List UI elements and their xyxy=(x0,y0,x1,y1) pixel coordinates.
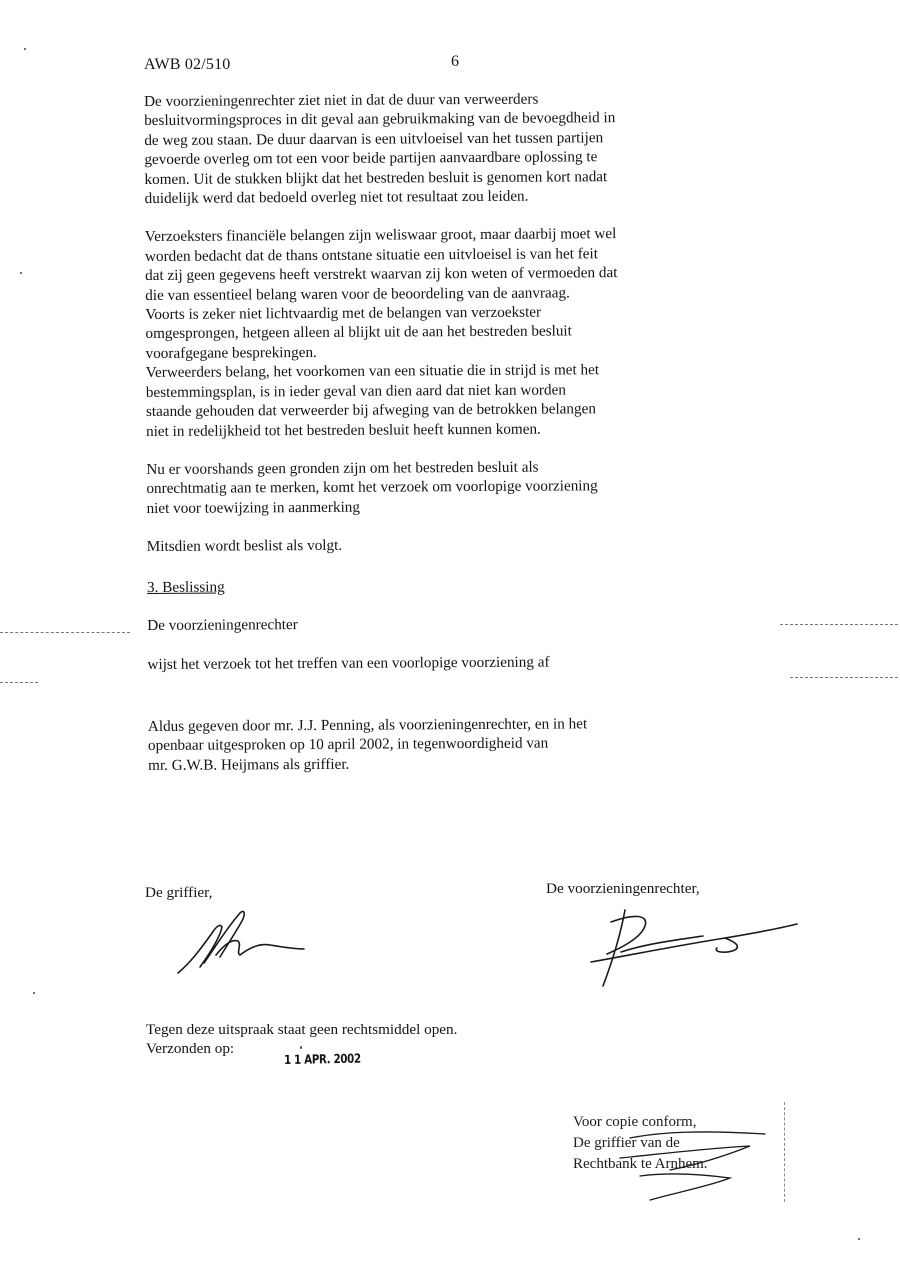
sent-date-stamp: 1 1 APR. 2002 xyxy=(284,1050,361,1067)
paragraph-line: besluitvormingsproces in dit geval aan gebruikmaking van de bevoegdheid in xyxy=(144,109,616,130)
paragraph-line: niet in redelijkheid tot het bestreden besluit heeft kunnen komen. xyxy=(146,420,541,440)
paragraph-line: staande gehouden dat verweerder bij afweging van de betrokken belangen xyxy=(145,400,596,421)
paragraph-line: onrechtmatig aan te merken, komt het verzoek om voorlopige voorziening xyxy=(146,477,598,498)
conclusion-line: Mitsdien wordt beslist als volgt. xyxy=(146,536,343,556)
paragraph-line: Voorts is zeker niet lichtvaardig met de belangen van verzoekster xyxy=(145,303,542,324)
paragraph-line: gevoerde overleg om tot een voor beide partijen aanvaardbare oplossing te xyxy=(144,148,598,169)
paragraph-line: Aldus gegeven door mr. J.J. Penning, als voorzieningenrechter, en in het xyxy=(147,715,588,735)
sent-label: Verzonden op: xyxy=(146,1040,235,1057)
paragraph-line: die van essentieel belang waren voor de beoordeling van de aanvraag. xyxy=(145,284,570,304)
scan-artifact-divider xyxy=(790,677,898,678)
paragraph-line: Verweerders belang, het voorkomen van een situatie die in strijd is met het xyxy=(145,361,600,382)
clerk-signature-label: De griffier, xyxy=(145,884,213,901)
paragraph-line: de weg zou staan. De duur daarvan is een uitvloeisel van het tussen partijen xyxy=(144,129,604,149)
paragraph-line: duidelijk werd dat bedoeld overleg niet tot resultaat zou leiden. xyxy=(144,187,529,208)
paragraph-line: voorafgegane besprekingen. xyxy=(145,343,317,362)
paragraph-line: Nu er voorshands geen gronden zijn om het bestreden besluit als xyxy=(146,458,539,478)
scan-artifact-divider xyxy=(780,624,898,625)
case-reference: AWB 02/510 xyxy=(144,56,231,73)
paragraph-line: Verzoeksters financiële belangen zijn weliswaar groot, maar daarbij moet wel xyxy=(144,225,617,246)
remedy-line: Tegen deze uitspraak staat geen rechtsmiddel open. xyxy=(146,1021,458,1038)
scan-speck xyxy=(858,1238,860,1240)
copy-stamp-line: De griffier van de xyxy=(573,1135,680,1151)
copy-stamp-signature-icon xyxy=(560,1108,780,1208)
scan-speck xyxy=(20,272,22,274)
scan-artifact-divider xyxy=(0,682,38,683)
section-heading: 3. Beslissing xyxy=(146,578,225,596)
paragraph-line: dat zij geen gegevens heeft verstrekt waarvan zij kon weten of vermoeden dat xyxy=(145,264,618,285)
stamp-border-divider xyxy=(784,1102,785,1202)
paragraph-interests xyxy=(145,224,786,441)
paragraph-line: openbaar uitgesproken op 10 april 2002, in tegenwoordigheid van xyxy=(147,734,549,755)
paragraph-line: De voorzieningenrechter ziet niet in dat de duur van verweerders xyxy=(144,90,539,110)
paragraph-line: komen. Uit de stukken blijkt dat het bestreden besluit is genomen kort nadat xyxy=(144,167,608,188)
paragraph-line: omgesprongen, hetgeen alleen al blijkt uit de aan het bestreden besluit xyxy=(145,322,572,343)
paragraph-line: bestemmingsplan, is in ieder geval van dien aard dat niet kan worden xyxy=(145,381,566,401)
judge-signature-icon xyxy=(585,902,805,992)
paragraph-grounds xyxy=(146,456,786,518)
scan-speck xyxy=(24,48,26,50)
scan-speck xyxy=(33,992,35,994)
judge-signature-label: De voorzieningenrechter, xyxy=(546,880,700,897)
decision-line: wijst het verzoek tot het treffen van een voorlopige voorziening af xyxy=(147,653,550,674)
scan-speck xyxy=(300,1046,302,1049)
clerk-signature-icon xyxy=(170,905,310,980)
scan-artifact-divider xyxy=(0,632,130,633)
paragraph-line: worden bedacht dat de thans ontstane situatie een uitvloeisel is van het feit xyxy=(144,245,599,265)
copy-stamp-line: Voor copie conform, xyxy=(573,1114,697,1130)
paragraph-decision-duration xyxy=(144,88,785,208)
page-number: 6 xyxy=(451,53,459,70)
document-body xyxy=(144,88,788,794)
court-label: De voorzieningenrechter xyxy=(147,616,298,634)
copy-stamp-line: Rechtbank te Arnhem. xyxy=(573,1156,708,1172)
closing-paragraph xyxy=(148,713,788,775)
paragraph-line: mr. G.W.B. Heijmans als griffier. xyxy=(148,755,350,774)
paragraph-line: niet voor toewijzing in aanmerking xyxy=(146,498,361,517)
